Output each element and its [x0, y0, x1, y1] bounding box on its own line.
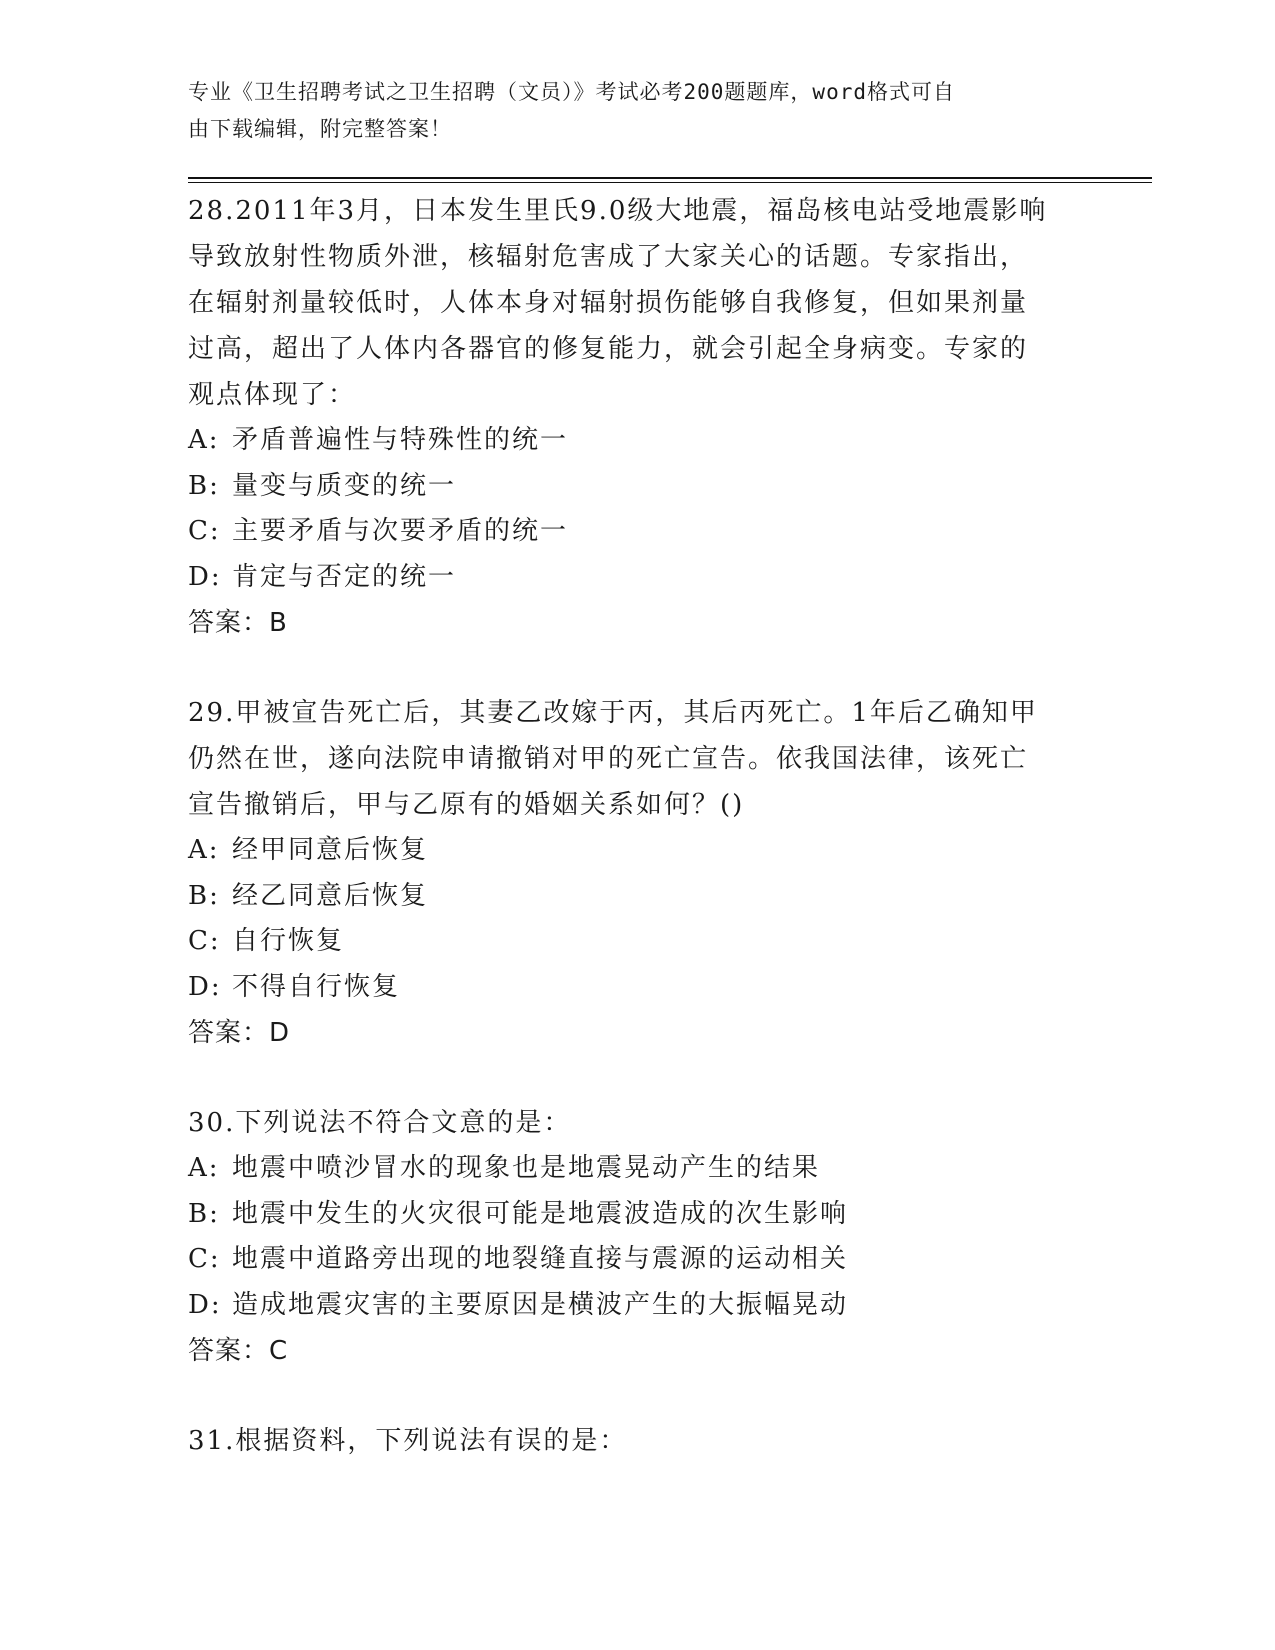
option-c [188, 509, 1088, 555]
option-a [188, 1146, 1088, 1192]
option-key: A: [188, 425, 220, 455]
answer-line: 答案：D [188, 1018, 291, 1048]
question-29 [188, 690, 1088, 1056]
option-key: D: [188, 971, 222, 1002]
question-stem-line: 仍然在世，遂向法院申请撤销对甲的死亡宣告。依我国法律，该死亡 [188, 744, 1029, 774]
option-b [188, 1192, 1088, 1238]
option-key: B: [188, 880, 220, 911]
option-key: C: [188, 1244, 221, 1274]
option-text: 地震中发生的火灾很可能是地震波造成的次生影响 [232, 1198, 849, 1229]
option-key: A: [188, 1153, 220, 1183]
question-30 [188, 1100, 1088, 1374]
header-divider-thin [188, 182, 1152, 183]
answer-line: 答案：C [188, 1336, 289, 1366]
option-d [188, 555, 1088, 601]
question-stem-line: 31.根据资料，下列说法有误的是： [188, 1426, 628, 1456]
question-stem-line: 宣告撤销后，甲与乙原有的婚姻关系如何？() [188, 790, 745, 820]
option-text: 地震中道路旁出现的地裂缝直接与震源的运动相关 [232, 1244, 849, 1274]
option-key: C: [188, 926, 221, 956]
question-stem-line: 观点体现了： [188, 380, 357, 410]
option-text: 地震中喷沙冒水的现象也是地震晃动产生的结果 [232, 1153, 821, 1183]
option-key: D: [188, 561, 222, 592]
option-text: 造成地震灾害的主要原因是横波产生的大振幅晃动 [232, 1289, 849, 1320]
option-key: B: [188, 470, 220, 501]
option-a [188, 828, 1088, 874]
question-stem-line: 导致放射性物质外泄，核辐射危害成了大家关心的话题。专家指出， [188, 242, 1029, 272]
option-text: 量变与质变的统一 [232, 470, 457, 501]
header-line-1: 专业《卫生招聘考试之卫生招聘（文员）》考试必考200题题库，word格式可自 [188, 80, 955, 104]
question-stem-line: 30.下列说法不符合文意的是： [188, 1108, 572, 1138]
option-text: 自行恢复 [232, 926, 345, 956]
header-line-2: 由下载编辑，附完整答案！ [188, 117, 452, 141]
question-stem-line: 28.2011年3月，日本发生里氏9.0级大地震，福岛核电站受地震影响 [188, 196, 1048, 226]
option-c [188, 1237, 1088, 1283]
answer-line: 答案：B [188, 608, 288, 638]
header-divider-thick [188, 177, 1152, 179]
question-31 [188, 1418, 1088, 1464]
question-stem-line: 在辐射剂量较低时，人体本身对辐射损伤能够自我修复，但如果剂量 [188, 288, 1029, 318]
option-key: B: [188, 1198, 220, 1229]
option-text: 不得自行恢复 [232, 971, 401, 1002]
question-28 [188, 188, 1088, 646]
option-text: 经乙同意后恢复 [232, 880, 429, 911]
option-text: 肯定与否定的统一 [232, 561, 457, 592]
question-list [188, 188, 1088, 1464]
option-text: 经甲同意后恢复 [232, 835, 429, 865]
option-text: 主要矛盾与次要矛盾的统一 [232, 516, 569, 546]
question-stem-line: 过高，超出了人体内各器官的修复能力，就会引起全身病变。专家的 [188, 334, 1029, 364]
question-stem-line: 29.甲被宣告死亡后，其妻乙改嫁于丙，其后丙死亡。1年后乙确知甲 [188, 698, 1038, 728]
document-header [188, 74, 1088, 148]
option-b [188, 874, 1088, 920]
option-d [188, 1283, 1088, 1329]
option-c [188, 919, 1088, 965]
option-a [188, 418, 1088, 464]
option-key: C: [188, 516, 221, 546]
option-text: 矛盾普遍性与特殊性的统一 [232, 425, 569, 455]
option-b [188, 464, 1088, 510]
option-key: D: [188, 1289, 222, 1320]
option-d [188, 965, 1088, 1011]
option-key: A: [188, 835, 220, 865]
